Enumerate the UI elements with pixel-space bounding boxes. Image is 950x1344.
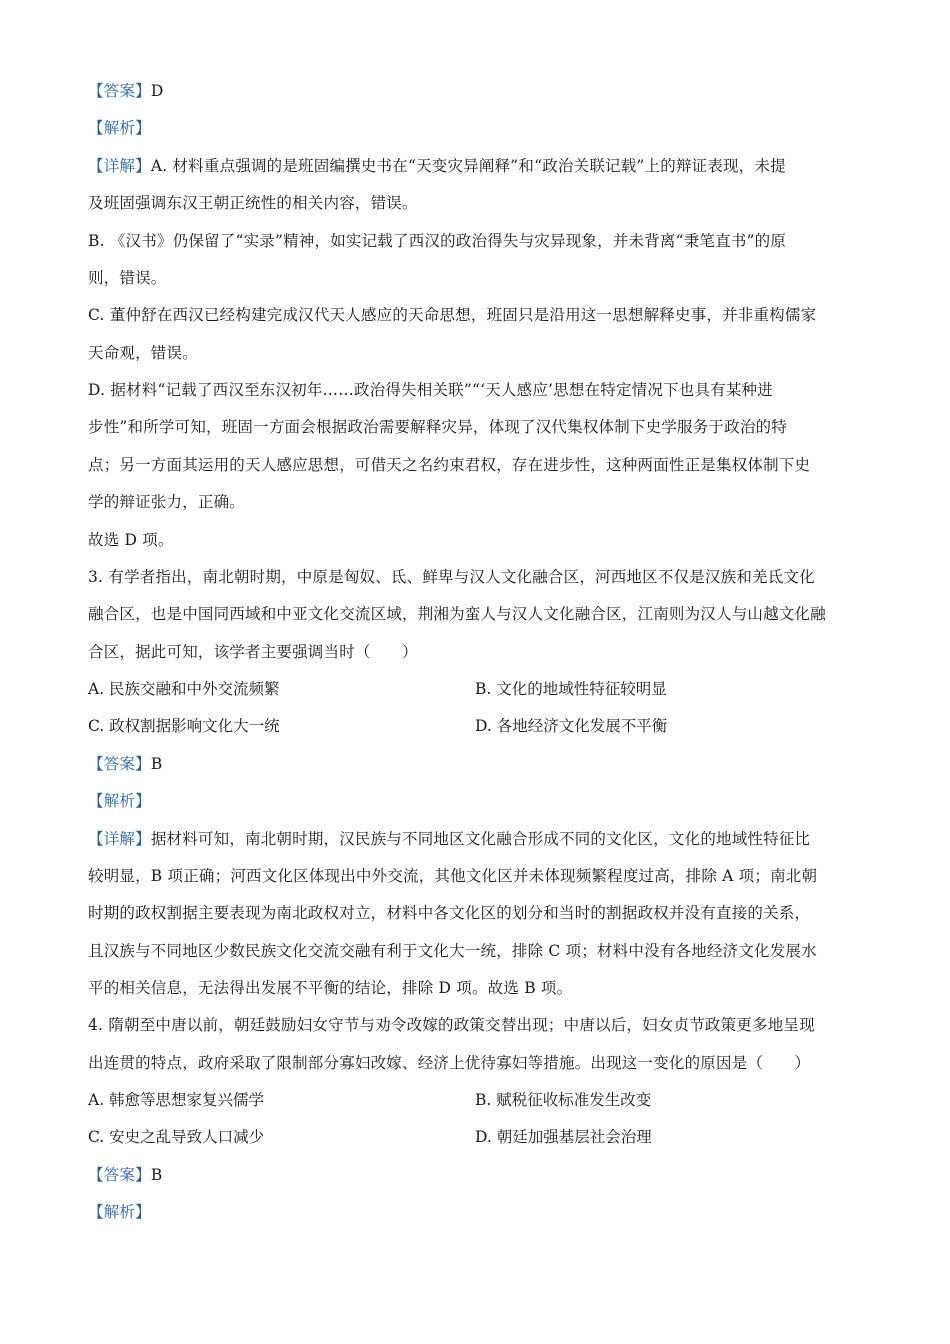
q2-conclusion: 故选 D 项。	[88, 531, 174, 549]
answer-value: D	[150, 82, 164, 100]
q4-option-b: B. 赋税征收标准发生改变	[475, 1091, 652, 1109]
answer-tag: 【答案】	[88, 82, 151, 100]
answer-tag: 【答案】	[88, 755, 151, 773]
detail-text: 据材料可知，南北朝时期，汉民族与不同地区文化融合形成不同的文化区，文化的地域性特征比	[150, 830, 811, 848]
answer-value: B	[150, 1166, 163, 1184]
detail-text: A. 材料重点强调的是班固编撰史书在“天变灾异阐释”和“政治关联记载”上的辩证表现，未提	[150, 157, 786, 175]
q2-detail-line-2: 及班固强调东汉王朝正统性的相关内容，错误。	[88, 194, 418, 212]
q2-detail-line-1	[88, 156, 786, 176]
q4-option-c: C. 安史之乱导致人口减少	[88, 1128, 265, 1146]
q3-option-b: B. 文化的地域性特征较明显	[475, 680, 667, 698]
analysis-tag: 【解析】	[88, 1203, 151, 1221]
q3-analysis-heading	[88, 791, 151, 811]
q2-detail-line-10: 学的辩证张力，正确。	[88, 493, 246, 511]
q2-detail-line-8: 步性”和所学可知，班固一方面会根据政治需要解释灾异，体现了汉代集权体制下史学服务于政治的特	[88, 418, 787, 436]
q4-option-a: A. 韩愈等思想家复兴儒学	[88, 1091, 265, 1109]
q3-option-a: A. 民族交融和中外交流频繁	[88, 680, 280, 698]
q4-answer-line	[88, 1165, 162, 1185]
q3-answer-line	[88, 754, 162, 774]
q3-detail-line-5: 平的相关信息，无法得出发展不平衡的结论，排除 D 项。故选 B 项。	[88, 979, 573, 997]
q4-stem-line-1: 4. 隋朝至中唐以前，朝廷鼓励妇女守节与劝令改嫁的政策交替出现；中唐以后，妇女贞节政策更多地呈现	[88, 1016, 815, 1034]
q3-stem-line-3: 合区，据此可知，该学者主要强调当时（ ）	[88, 643, 418, 661]
q2-detail-line-9: 点；另一方面其运用的天人感应思想，可借天之名约束君权，存在进步性，这种两面性正是集权体制下史	[88, 456, 811, 474]
q3-detail-line-4: 且汉族与不同地区少数民族文化交流交融有利于文化大一统，排除 C 项；材料中没有各地经济文化发展水	[88, 942, 817, 960]
q3-stem-line-2: 融合区，也是中国同西域和中亚文化交流区域，荆湘为蛮人与汉人文化融合区，江南则为汉人与山越文化融	[88, 605, 826, 623]
q4-analysis-heading	[88, 1202, 151, 1222]
detail-tag: 【详解】	[88, 830, 151, 848]
q2-detail-line-3: B. 《汉书》仍保留了“实录”精神，如实记载了西汉的政治得失与灾异现象，并未背离“秉笔直书”的原	[88, 232, 787, 250]
q3-detail-line-2: 较明显，B 项正确；河西文化区体现出中外交流，其他文化区并未体现频繁程度过高，排除 A 项；南北朝	[88, 867, 818, 885]
q3-stem-line-1: 3. 有学者指出，南北朝时期，中原是匈奴、氐、鲜卑与汉人文化融合区，河西地区不仅是汉族和羌氐文化	[88, 568, 815, 586]
q2-answer-line	[88, 81, 163, 101]
answer-tag: 【答案】	[88, 1166, 151, 1184]
q3-option-d: D. 各地经济文化发展不平衡	[475, 717, 668, 735]
q4-option-d: D. 朝廷加强基层社会治理	[475, 1128, 652, 1146]
answer-value: B	[150, 755, 163, 773]
analysis-tag: 【解析】	[88, 792, 151, 810]
q3-option-c: C. 政权割据影响文化大一统	[88, 717, 280, 735]
detail-tag: 【详解】	[88, 157, 151, 175]
q2-detail-line-5: C. 董仲舒在西汉已经构建完成汉代天人感应的天命思想，班固只是沿用这一思想解释史事，并非重构儒家	[88, 306, 817, 324]
q2-detail-line-7: D. 据材料“记载了西汉至东汉初年……政治得失相关联”“‘天人感应’思想在特定情况下也具有某种进	[88, 381, 773, 399]
analysis-tag: 【解析】	[88, 119, 151, 137]
q3-detail-line-1	[88, 829, 810, 849]
q4-stem-line-2: 出连贯的特点，政府采取了限制部分寡妇改嫁、经济上优待寡妇等措施。出现这一变化的原因是（ ）	[88, 1054, 811, 1072]
q2-detail-line-6: 天命观，错误。	[88, 344, 198, 362]
q3-detail-line-3: 时期的政权割据主要表现为南北政权对立，材料中各文化区的划分和当时的割据政权并没有直接的关系，	[88, 904, 811, 922]
q2-detail-line-4: 则，错误。	[88, 269, 167, 287]
q2-analysis-heading	[88, 118, 151, 138]
